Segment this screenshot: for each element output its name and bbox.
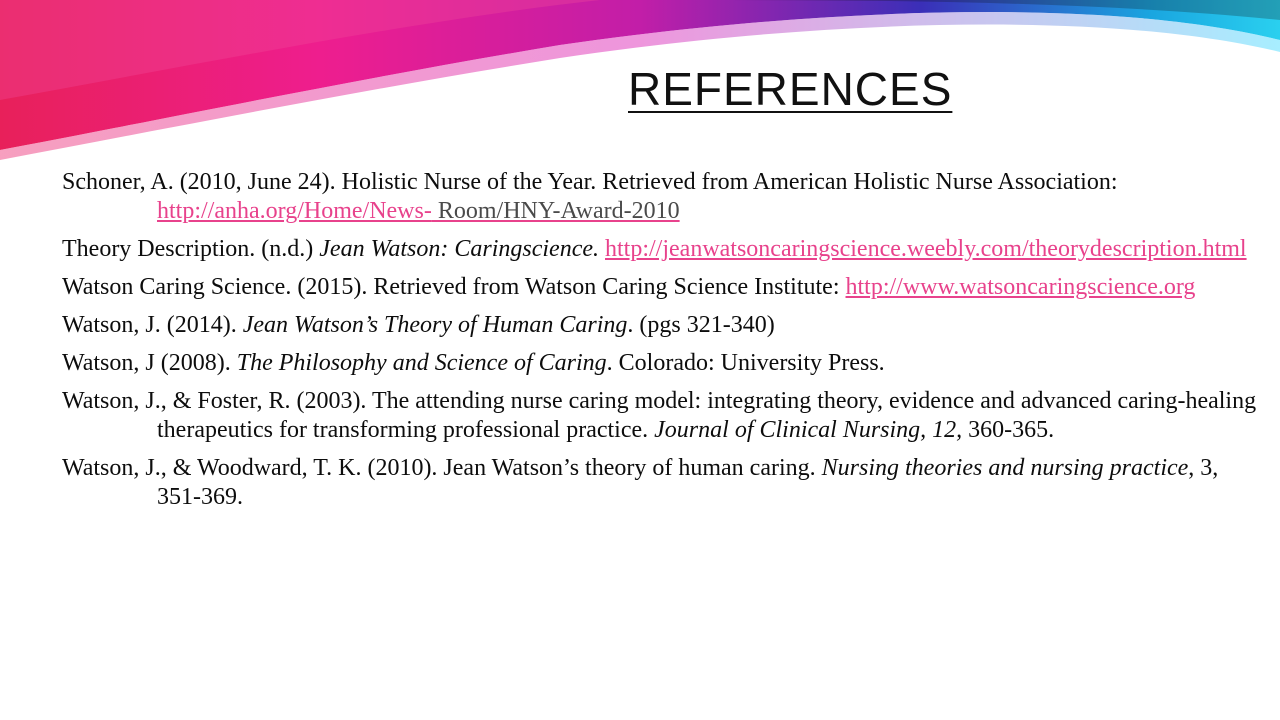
reference-link[interactable]: http://jeanwatsoncaringscience.weebly.com/theorydescription.html [605,236,1247,262]
page-title: REFERENCES [628,63,953,115]
reference-text: . Colorado: University Press. [606,350,885,376]
reference-item [62,349,1262,378]
reference-item [62,454,1262,512]
reference-item [62,311,1262,340]
reference-link[interactable]: http://www.watsoncaringscience.org [845,274,1196,300]
reference-list [62,168,1262,521]
reference-text: Watson, J., & Foster, R. (2003). The attending nurse caring model: integrating theory, evidence and advanced caring-healing therapeutics for transforming professional practice. [62,388,1257,443]
reference-text: Watson, J. (2014). [62,312,243,338]
reference-text: 360-365. [962,417,1055,443]
reference-text: Watson Caring Science. (2015). Retrieved from Watson Caring Science Institute: [62,274,846,300]
reference-item [62,387,1262,445]
reference-text: Watson, J (2008). [62,350,237,376]
reference-text: Schoner, A. (2010, June 24). Holistic Nurse of the Year. Retrieved from American Holistic Nurse Association: [62,169,1118,195]
reference-text: . (pgs 321-340) [627,312,775,338]
reference-item [62,235,1262,264]
reference-title: Nursing theories and nursing practice [821,455,1189,481]
reference-title: Jean Watson: Caringscience. [319,236,599,262]
reference-text: , 3, 351-369. [157,455,1219,510]
reference-link[interactable]: http://anha.org/Home/News- Room/HNY-Award-2010 [157,198,680,224]
reference-title: Jean Watson’s Theory of Human Caring [242,312,628,338]
reference-item [62,168,1262,226]
reference-title: Journal of Clinical Nursing, 12, [654,417,963,443]
reference-text: Watson, J., & Woodward, T. K. (2010). Jean Watson’s theory of human caring. [62,455,822,481]
reference-item [62,273,1262,302]
reference-text: Theory Description. (n.d.) [62,236,320,262]
reference-title: The Philosophy and Science of Caring [236,350,607,376]
